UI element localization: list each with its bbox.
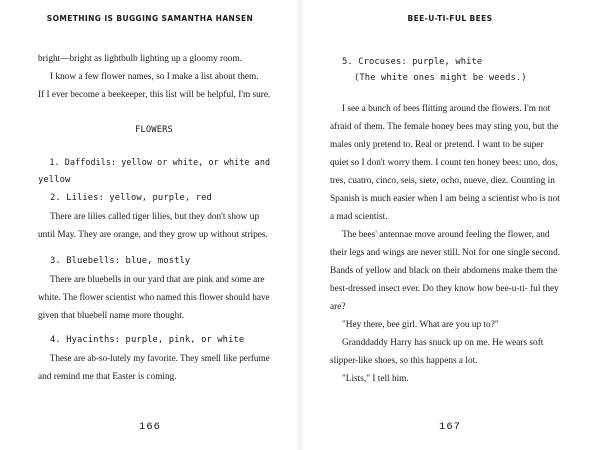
text-line: given that bluebell name more thought. <box>38 311 185 321</box>
list-item: 5. Crocuses: purple, white <box>342 57 483 67</box>
text-line: There are bluebells in our yard that are pink and some are <box>50 275 265 285</box>
text-line: If I ever become a beekeeper, this list will be helpful, I'm sure. <box>38 90 271 100</box>
text-line: There are lilies called tiger lilies, but they don't show up <box>50 212 259 222</box>
text-line: their legs and wings are never still. Not for one single second. <box>330 248 561 258</box>
right-page-number: 167 <box>439 421 461 433</box>
text-line: quiet so I don't worry them. I count ten honey bees: uno, dos, <box>330 158 558 168</box>
text-line: bright—bright as lightbulb lighting up a gloomy room. <box>38 54 243 64</box>
text-line: a mad scientist. <box>330 212 388 222</box>
list-item: 1. Daffodils: yellow or white, or white and <box>49 158 271 168</box>
right-running-header: BEE-U-TI-FUL BEES <box>407 14 493 23</box>
text-line: These are ab-so-lutely my favorite. They smell like perfume <box>49 354 270 364</box>
text-line: best-dressed insect ever. Do they know how bee-u-ti- ful they <box>330 284 559 294</box>
text-line: Spanish is much easier when I am being a scientist who is not <box>330 194 560 204</box>
text-line: white. The flower scientist who named this flower should have <box>38 293 270 303</box>
text-line: slipper-like shoes, so this happens a lot. <box>330 356 478 366</box>
text-line: tres, cuatro, cinco, seis, siete, ocho, nueve, diez. Counting in <box>330 176 555 186</box>
text-line: I see a bunch of bees flitting around the flowers. I'm not <box>342 104 551 114</box>
left-page-number: 166 <box>139 421 161 433</box>
text-line: I know a few flower names, so I make a list about them. <box>50 72 259 82</box>
text-line: are? <box>330 302 346 312</box>
text-line: until May. They are orange, and they grow up without stripes. <box>38 230 268 240</box>
list-item: 2. Lilies: yellow, purple, red <box>50 193 212 203</box>
text-line: and remind me that Easter is coming. <box>38 372 177 382</box>
list-item-note: (The white ones might be weeds.) <box>354 73 527 83</box>
text-line: Bands of yellow and black on their abdomens make them the <box>330 266 558 276</box>
text-line: The bees' antennae move around feeling the flower, and <box>342 230 550 240</box>
text-line: "Lists," I tell him. <box>342 374 409 384</box>
list-item: 4. Hyacinths: purple, pink, or white <box>50 335 245 345</box>
list-item-continuation: yellow <box>38 175 71 185</box>
list-item: 3. Bluebells: blue, mostly <box>50 256 191 266</box>
text-line: "Hey there, bee girl. What are you up to?" <box>342 320 499 330</box>
text-line: afraid of them. The female honey bees may sting you, but the <box>330 122 559 132</box>
list-heading: FLOWERS <box>135 125 173 135</box>
left-running-header: SOMETHING IS BUGGING SAMANTHA HANSEN <box>46 14 254 23</box>
text-line: males only pretend to. Real or pretend. I want to be super <box>330 140 544 150</box>
text-line: Granddaddy Harry has snuck up on me. He wears soft <box>342 338 544 348</box>
